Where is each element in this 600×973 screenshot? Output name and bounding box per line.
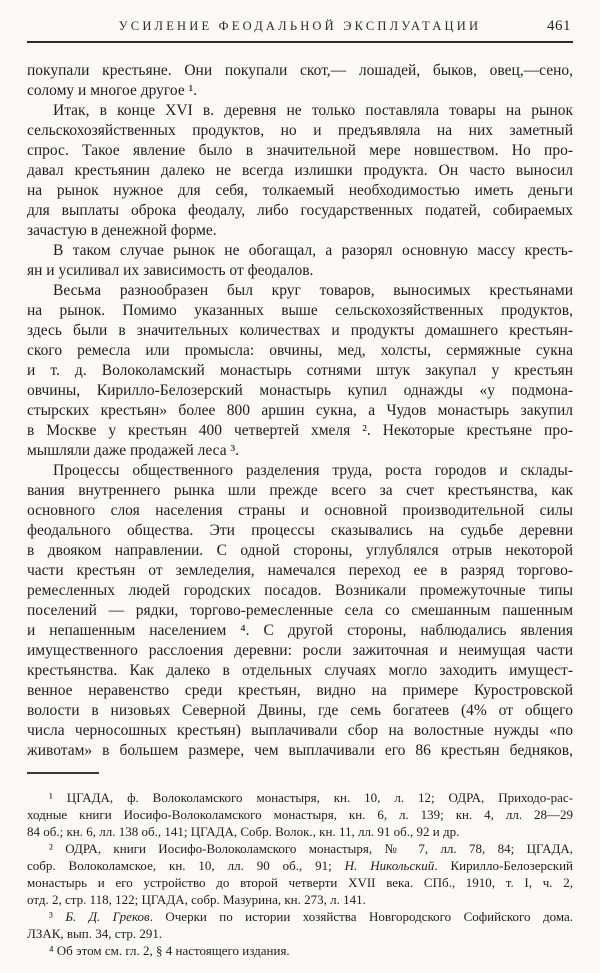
text-line: в двояком направлении. С одной стороны, углублялся отрыв некоторой (27, 542, 573, 559)
text-line: Итак, в конце XVI в. деревня не только поставляла товары на рынок (53, 102, 573, 119)
text-line (27, 908, 573, 925)
text-line: стырских крестьян» более 800 аршин сукна, а Чудов монастырь закупил (27, 402, 573, 419)
body-text (27, 61, 573, 761)
text-line: волости в низовьях Северной Двины, где семь богатеев (4% от общего (27, 702, 573, 719)
text-line: 84 об.; кн. 6, лл. 138 об., 141; ЦГАДА, Собр. Волок., кн. 11, лл. 91 об., 92 и др. (27, 824, 460, 839)
header-rule (27, 41, 573, 43)
text-line: Процессы общественного разделения труда, роста городов и склады- (53, 462, 573, 479)
text-line: ского ремесла или промысла: овчины, мед, холсты, сермяжные сукна (27, 342, 573, 359)
text-line: части крестьян от земледелия, намечался переход ее в разряд торгово- (27, 562, 573, 579)
page-number: 461 (547, 18, 571, 34)
text-line: ² ОДРА, книги Иосифо-Волоколамского монастыря, № 7, лл. 78, 84; ЦГАДА, (49, 841, 573, 856)
text-line (27, 857, 573, 874)
text-line: ЛЗАК, вып. 34, стр. 291. (27, 926, 163, 941)
author-name: Б. Д. Греков (65, 909, 150, 924)
text-line: ян и усиливал их зависимость от феодалов. (27, 262, 314, 279)
text-line: ⁴ Об этом см. гл. 2, § 4 настоящего издания. (49, 943, 290, 958)
text-line: имущественного расслоения деревни: росли зажиточная и неимущая части (27, 642, 573, 659)
text-line: на рынок. Помимо указанных выше сельскохозяйственных продуктов, (27, 302, 573, 319)
text-line: феодального общества. Эти процессы сказывались на судьбе деревни (27, 522, 573, 539)
text-line: овчины, Кирилло-Белозерский монастырь купил однажды «у подмона- (27, 382, 573, 399)
text-line: венное неравенство среди крестьян, видно на примере Куростровской (27, 682, 573, 699)
text-line: и непашенным населением ⁴. С другой стороны, наблюдались явления (27, 622, 573, 639)
text-segment: собр. Волоколамское, кн. 10, лл. 90 об., 91; (27, 858, 345, 873)
running-head-title: УСИЛЕНИЕ ФЕОДАЛЬНОЙ ЭКСПЛУАТАЦИИ (118, 19, 482, 33)
text-line: ¹ ЦГАДА, ф. Волоколамского монастыря, кн. 10, л. 12; ОДРА, Приходо-рас- (49, 790, 573, 805)
text-segment: . Очерки по истории хозяйства Новгородского Софийского дома. (149, 909, 573, 924)
running-head (27, 18, 573, 34)
text-line: спрос. Такое явление было в значительной мере новшеством. Но про- (27, 142, 573, 159)
text-line: для выплаты оброка феодалу, либо государственных податей, собираемых (27, 202, 573, 219)
footnotes (27, 789, 573, 959)
text-line: покупали крестьяне. Они покупали скот,— лошадей, быков, овец,—сено, (27, 62, 573, 79)
text-line: здесь были в значительных количествах и продукты домашнего крестьян- (27, 322, 573, 339)
text-line: на рынок нужное для себя, толкаемый необходимостью иметь деньги (27, 182, 573, 199)
footnote-separator-rule (27, 772, 99, 774)
text-segment: ³ (49, 909, 66, 924)
text-line: солому и многое другое ¹. (27, 82, 198, 99)
text-line: в Москве у крестьян 400 четвертей хмеля ². Некоторые крестьяне про- (27, 422, 573, 439)
text-line: отд. 2, стр. 118, 122; ЦГАДА, собр. Мазурина, кн. 273, л. 141. (27, 892, 366, 907)
text-line: ходные книги Иосифо-Волоколамского монастыря, кн. 6, л. 139; кн. 4, лл. 28—29 (27, 807, 573, 822)
text-line: числа черносошных крестьян) выплачивали сбор на волостные нужды «по (27, 722, 573, 739)
text-line: Весьма разнообразен был круг товаров, выносимых крестьянами (53, 282, 573, 299)
text-line: животам» в большем размере, чем выплачивали его 86 крестьян бедняков, (27, 742, 573, 759)
text-line: монастырь и его устройство до второй четверти XVII века. СПб., 1910, т. I, ч. 2, (27, 875, 573, 890)
text-line: основного слоя населения страны и основной производительной силы (27, 502, 573, 519)
text-line: зачастую в денежной форме. (27, 222, 217, 239)
text-line: крестьянства. Как далеко в отдельных случаях могло заходить имущест- (27, 662, 573, 679)
text-line: вания внутреннего рынка шли прежде всего за счет крестьянства, как (27, 482, 573, 499)
text-line: ремесленных людей городских посадов. Возникали промежуточные типы (27, 582, 573, 599)
text-segment: . Кирилло-Белозерский (434, 858, 573, 873)
text-line: и т. д. Волоколамский монастырь сотнями штук закупал у крестьян (27, 362, 573, 379)
text-line: поселений — рядки, торгово-ремесленные села со смешанным пашенным (27, 602, 573, 619)
text-line: мышляли даже продажей леса ³. (27, 442, 239, 459)
text-line: В таком случае рынок не обогащал, а разорял основную массу кресть- (53, 242, 573, 259)
author-name: Н. Никольский (344, 858, 435, 873)
text-line: сельскохозяйственных продуктов, но и предъявляла на них заметный (27, 122, 573, 139)
text-line: давал крестьянин далеко не всегда излишки продукта. Он часто выносил (27, 162, 573, 179)
